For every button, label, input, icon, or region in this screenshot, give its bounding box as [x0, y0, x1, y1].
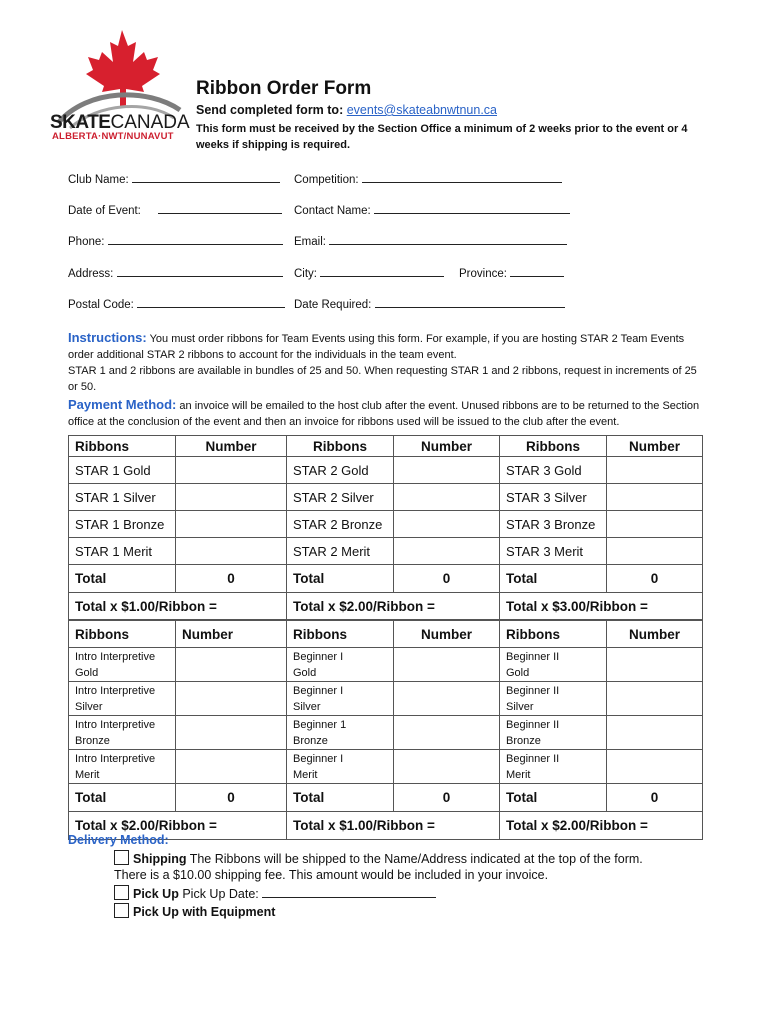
number-cell[interactable] — [607, 682, 703, 716]
ribbon-name: STAR 2 Bronze — [287, 511, 394, 538]
shipping-checkbox[interactable] — [114, 850, 129, 865]
col-header-ribbons: Ribbons — [287, 621, 394, 648]
number-cell[interactable] — [607, 511, 703, 538]
number-cell[interactable] — [607, 648, 703, 682]
ribbon-name: Beginner I Gold — [287, 648, 394, 682]
total-label: Total — [287, 784, 394, 812]
ribbon-name: Beginner II Merit — [500, 750, 607, 784]
phone-field[interactable]: Phone: — [68, 234, 283, 248]
shipping-fee-note: There is a $10.00 shipping fee. This amount would be included in your invoice. — [114, 868, 549, 882]
number-cell[interactable] — [176, 484, 287, 511]
total-value: 0 — [394, 784, 500, 812]
col-header-number: Number — [176, 436, 287, 457]
table-row — [69, 648, 703, 682]
table-header-row — [69, 621, 703, 648]
number-cell[interactable] — [176, 648, 287, 682]
logo-region: ALBERTA·NWT/NUNAVUT — [52, 131, 174, 142]
table-row — [69, 511, 703, 538]
email-field[interactable]: Email: — [294, 234, 567, 248]
province-field[interactable]: Province: — [459, 266, 564, 280]
price-cell[interactable]: Total x $2.00/Ribbon = — [69, 812, 287, 840]
ribbon-name: STAR 1 Silver — [69, 484, 176, 511]
number-cell[interactable] — [607, 716, 703, 750]
col-header-ribbons: Ribbons — [69, 436, 176, 457]
pickup-checkbox[interactable] — [114, 885, 129, 900]
col-header-ribbons: Ribbons — [69, 621, 176, 648]
number-cell[interactable] — [176, 457, 287, 484]
ribbon-name: Beginner II Gold — [500, 648, 607, 682]
delivery-title: Delivery Method: — [68, 833, 169, 847]
table-header-row — [69, 436, 703, 457]
price-row — [69, 593, 703, 620]
number-cell[interactable] — [394, 457, 500, 484]
email-link[interactable]: events@skateabnwtnun.ca — [346, 103, 497, 117]
number-cell[interactable] — [607, 484, 703, 511]
date-of-event-field[interactable]: Date of Event: — [68, 203, 282, 217]
ribbon-name: Intro Interpretive Merit — [69, 750, 176, 784]
col-header-number: Number — [607, 621, 703, 648]
number-cell[interactable] — [176, 511, 287, 538]
number-cell[interactable] — [607, 538, 703, 565]
table-row — [69, 457, 703, 484]
table-row — [69, 750, 703, 784]
ribbon-name: Beginner I Silver — [287, 682, 394, 716]
total-label: Total — [69, 784, 176, 812]
number-cell[interactable] — [394, 750, 500, 784]
ribbon-name: STAR 3 Merit — [500, 538, 607, 565]
address-field[interactable]: Address: — [68, 266, 283, 280]
ribbon-name: STAR 1 Merit — [69, 538, 176, 565]
number-cell[interactable] — [607, 457, 703, 484]
number-cell[interactable] — [176, 716, 287, 750]
contact-name-field[interactable]: Contact Name: — [294, 203, 570, 217]
interpretive-beginner-table — [68, 620, 703, 840]
total-label: Total — [500, 565, 607, 593]
number-cell[interactable] — [176, 538, 287, 565]
col-header-ribbons: Ribbons — [500, 621, 607, 648]
requirement-note: This form must be received by the Section Office a minimum of 2 weeks prior to the event or 4 weeks if shipping is required. — [196, 123, 688, 151]
ribbon-name: STAR 2 Gold — [287, 457, 394, 484]
club-name-field[interactable]: Club Name: — [68, 172, 280, 186]
date-required-field[interactable]: Date Required: — [294, 297, 565, 311]
col-header-number: Number — [394, 621, 500, 648]
postal-code-field[interactable]: Postal Code: — [68, 297, 285, 311]
ribbon-name: Beginner II Silver — [500, 682, 607, 716]
total-value: 0 — [607, 565, 703, 593]
ribbon-name: STAR 1 Bronze — [69, 511, 176, 538]
form-title: Ribbon Order Form — [196, 78, 372, 99]
total-label: Total — [69, 565, 176, 593]
col-header-number: Number — [176, 621, 287, 648]
ribbon-name: Intro Interpretive Silver — [69, 682, 176, 716]
pickup-equipment-option[interactable]: Pick Up with Equipment — [114, 903, 275, 919]
col-header-ribbons: Ribbons — [500, 436, 607, 457]
shipping-option[interactable]: Shipping The Ribbons will be shipped to the Name/Address indicated at the top of the form. — [114, 850, 643, 866]
total-label: Total — [500, 784, 607, 812]
logo-wordmark: SKATECANADA — [50, 112, 190, 133]
total-value: 0 — [394, 565, 500, 593]
table-row — [69, 682, 703, 716]
table-row — [69, 716, 703, 750]
ribbon-name: STAR 2 Silver — [287, 484, 394, 511]
ribbon-name: STAR 2 Merit — [287, 538, 394, 565]
number-cell[interactable] — [394, 538, 500, 565]
competition-field[interactable]: Competition: — [294, 172, 562, 186]
ribbon-name: Beginner 1 Bronze — [287, 716, 394, 750]
star-ribbons-table — [68, 435, 703, 620]
total-value: 0 — [607, 784, 703, 812]
price-cell[interactable]: Total x $3.00/Ribbon = — [500, 593, 703, 620]
total-value: 0 — [176, 784, 287, 812]
total-value: 0 — [176, 565, 287, 593]
number-cell[interactable] — [394, 648, 500, 682]
price-cell[interactable]: Total x $2.00/Ribbon = — [500, 812, 703, 840]
pickup-equipment-checkbox[interactable] — [114, 903, 129, 918]
send-to-line: Send completed form to: events@skateabnwtnun.ca — [196, 103, 497, 117]
number-cell[interactable] — [607, 750, 703, 784]
ribbon-name: Intro Interpretive Gold — [69, 648, 176, 682]
pickup-option[interactable]: Pick Up Pick Up Date: — [114, 885, 436, 901]
price-cell[interactable]: Total x $1.00/Ribbon = — [69, 593, 287, 620]
table-row — [69, 538, 703, 565]
city-field[interactable]: City: — [294, 266, 444, 280]
total-row — [69, 784, 703, 812]
col-header-number: Number — [394, 436, 500, 457]
total-label: Total — [287, 565, 394, 593]
number-cell[interactable] — [394, 682, 500, 716]
table-row — [69, 484, 703, 511]
total-row — [69, 565, 703, 593]
price-cell[interactable]: Total x $1.00/Ribbon = — [287, 812, 500, 840]
number-cell[interactable] — [176, 682, 287, 716]
ribbon-name: STAR 3 Bronze — [500, 511, 607, 538]
ribbon-name: Intro Interpretive Bronze — [69, 716, 176, 750]
number-cell[interactable] — [176, 750, 287, 784]
number-cell[interactable] — [394, 716, 500, 750]
payment-text: Payment Method: an invoice will be emailed to the host club after the event. Unused ribbons are to be returned to the Section office at the conclusion of the event and then an invoice for ribbons used will be issued to the club after the event. — [68, 397, 700, 428]
ribbon-name: STAR 1 Gold — [69, 457, 176, 484]
ribbon-name: STAR 3 Silver — [500, 484, 607, 511]
number-cell[interactable] — [394, 511, 500, 538]
number-cell[interactable] — [394, 484, 500, 511]
col-header-number: Number — [607, 436, 703, 457]
instructions-text: Instructions: You must order ribbons for Team Events using this form. For example, if you are hosting STAR 2 Team Events order additional STAR 2 ribbons to account for the individuals in the team event. STAR 1 and 2 ribbons are available in bundles of 25 and 50. When requesting STAR 1 and 2 ribbons, request in increments of 25 or 50. — [68, 330, 697, 393]
pickup-date-line[interactable] — [262, 887, 436, 898]
ribbon-name: Beginner II Bronze — [500, 716, 607, 750]
ribbon-name: Beginner I Merit — [287, 750, 394, 784]
price-cell[interactable]: Total x $2.00/Ribbon = — [287, 593, 500, 620]
col-header-ribbons: Ribbons — [287, 436, 394, 457]
ribbon-name: STAR 3 Gold — [500, 457, 607, 484]
